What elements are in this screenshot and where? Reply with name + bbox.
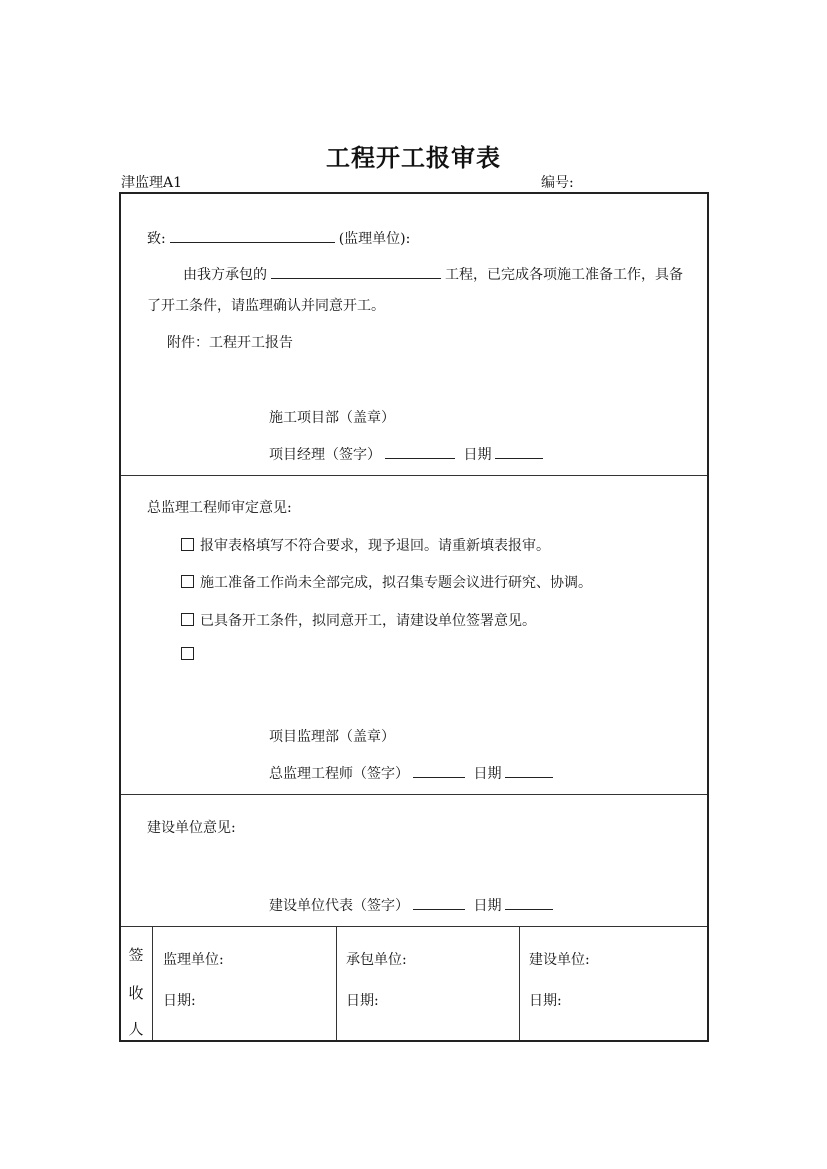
option-row	[181, 572, 592, 592]
receipt-supervisor-unit: 监理单位:	[163, 952, 224, 968]
receipt-label-char: 人	[128, 1020, 144, 1038]
chief-opinion-heading: 总监理工程师审定意见:	[147, 500, 292, 516]
option-label: 施工准备工作尚未全部完成，拟召集专题会议进行研究、协调。	[200, 575, 592, 591]
attachment-label: 附件：工程开工报告	[167, 335, 293, 351]
receipt-owner-unit: 建设单位:	[529, 952, 590, 968]
date-label: 日期	[463, 447, 492, 463]
option-label: 报审表格填写不符合要求，现予退回。请重新填表报审。	[200, 538, 550, 554]
checkbox[interactable]	[181, 613, 194, 626]
form-title: 工程开工报审表	[326, 143, 501, 172]
column-divider	[152, 926, 153, 1040]
divider	[121, 794, 707, 795]
receipt-owner-date: 日期:	[529, 993, 562, 1009]
checkbox[interactable]	[181, 575, 194, 588]
manager-sign-label: 项目经理（签字）	[269, 447, 381, 463]
receipt-label-char: 签	[128, 946, 144, 964]
checkbox[interactable]	[181, 538, 194, 551]
checkbox[interactable]	[181, 647, 194, 660]
body-suffix: 工程，已完成各项施工准备工作，具备	[445, 267, 683, 283]
form-code: 津监理A1	[121, 175, 183, 191]
option-label: 已具备开工条件，拟同意开工，请建设单位签署意见。	[200, 613, 536, 629]
owner-sign-label: 建设单位代表（签字）	[269, 898, 409, 914]
owner-opinion-heading: 建设单位意见:	[147, 820, 236, 836]
chief-sign-field[interactable]	[413, 763, 465, 778]
body-line-2: 了开工条件，请监理确认并同意开工。	[147, 298, 385, 314]
body-prefix: 由我方承包的	[183, 267, 267, 283]
receipt-supervisor-date: 日期:	[163, 993, 196, 1009]
option-row	[181, 610, 536, 630]
column-divider	[519, 926, 520, 1040]
project-name-field[interactable]	[271, 264, 441, 279]
option-row	[181, 535, 550, 555]
option-row	[181, 647, 200, 663]
supervision-dept-seal: 项目监理部（盖章）	[269, 729, 395, 745]
body-line-1	[183, 264, 683, 284]
receipt-contractor-unit: 承包单位:	[346, 952, 407, 968]
date-field[interactable]	[505, 895, 553, 910]
date-label: 日期	[473, 898, 502, 914]
column-divider	[336, 926, 337, 1040]
form-frame	[119, 192, 709, 1042]
owner-sign-line	[269, 895, 557, 915]
owner-sign-field[interactable]	[413, 895, 465, 910]
supervisor-unit-field[interactable]	[170, 228, 335, 243]
to-suffix: (监理单位):	[338, 231, 411, 247]
manager-sign-line	[269, 444, 547, 464]
divider	[121, 475, 707, 476]
construction-dept-seal: 施工项目部（盖章）	[269, 410, 395, 426]
date-label: 日期	[473, 766, 502, 782]
divider	[121, 926, 707, 927]
chief-sign-label: 总监理工程师（签字）	[269, 766, 409, 782]
chief-sign-line	[269, 763, 557, 783]
to-label: 致:	[147, 231, 166, 247]
receipt-label-char: 收	[128, 984, 144, 1002]
date-field[interactable]	[505, 763, 553, 778]
form-number-label: 编号:	[541, 175, 574, 191]
to-line	[147, 228, 410, 248]
manager-sign-field[interactable]	[385, 444, 455, 459]
date-field[interactable]	[495, 444, 543, 459]
receipt-contractor-date: 日期:	[346, 993, 379, 1009]
